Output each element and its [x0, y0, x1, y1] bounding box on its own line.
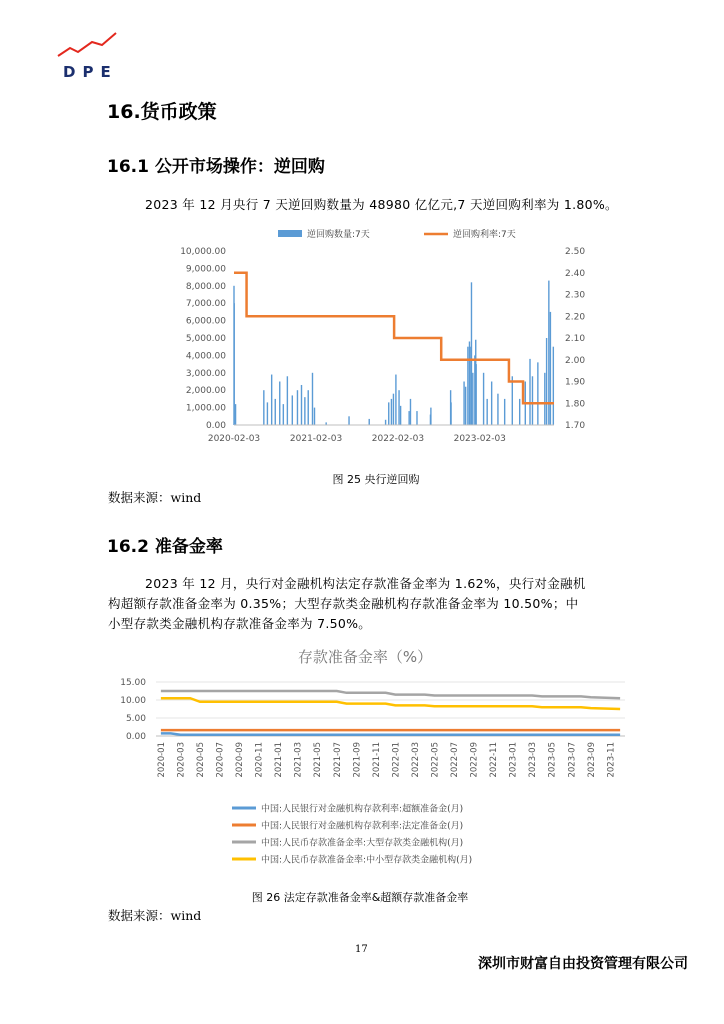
legend-swatch-volume — [278, 230, 302, 237]
x-tick-label: 2023-11 — [606, 742, 617, 778]
volume-bar — [275, 399, 276, 425]
x-tick-label: 2020-05 — [195, 742, 206, 778]
volume-bar — [529, 359, 530, 425]
series-line-1 — [161, 733, 620, 734]
x-tick-label: 2021-09 — [352, 742, 363, 778]
volume-bar — [553, 347, 554, 425]
y-left-tick-label: 8,000.00 — [185, 281, 226, 292]
y-left-tick-label: 6,000.00 — [185, 316, 226, 327]
volume-bar — [292, 395, 293, 425]
volume-bar — [287, 376, 288, 425]
volume-bar — [398, 390, 399, 425]
page-number: 17 — [355, 944, 368, 955]
volume-bar — [235, 404, 236, 425]
x-tick-label: 2020-11 — [254, 742, 265, 778]
y-right-tick-label: 2.30 — [565, 290, 586, 301]
volume-bar — [395, 375, 396, 425]
volume-bar — [279, 382, 280, 426]
x-tick-label: 2023-09 — [586, 742, 597, 778]
reverse-repo-paragraph: 2023 年 12 月央行 7 天逆回购数量为 48980 亿亿元,7 天逆回购利率为 1.80%。 — [145, 197, 618, 212]
x-tick-label: 2022-01 — [391, 742, 402, 778]
x-tick-label: 2020-07 — [215, 742, 226, 778]
y-right-tick-label: 2.10 — [565, 334, 586, 344]
x-tick-label: 2022-05 — [430, 742, 441, 778]
reserve-paragraph-line3: 小型存款类金融机构存款准备金率为 7.50%。 — [108, 616, 372, 631]
legend-label: 中国:人民银行对金融机构存款利率:超额准备金(月) — [261, 804, 464, 815]
volume-bar — [472, 373, 473, 425]
volume-bar — [308, 390, 309, 425]
volume-bar — [263, 390, 264, 425]
y-left-tick-label: 1,000.00 — [185, 403, 226, 414]
y-left-tick-label: 9,000.00 — [185, 264, 226, 275]
volume-bar — [400, 406, 401, 425]
reserve-paragraph-line1: 2023 年 12 月，央行对金融机构法定存款准备金率为 1.62%，央行对金融机 — [145, 576, 586, 591]
volume-bar — [465, 387, 466, 425]
section-title: 16.货币政策 — [107, 101, 217, 123]
reverse-repo-chart — [172, 224, 586, 454]
y-tick-label: 15.00 — [120, 678, 146, 688]
volume-bar — [483, 373, 484, 425]
y-left-tick-label: 4,000.00 — [185, 351, 226, 362]
volume-bar — [486, 399, 487, 425]
x-tick-label: 2023-01 — [508, 742, 519, 778]
y-left-tick-label: 0.00 — [205, 421, 226, 431]
subsection-title-reverse-repo: 16.1 公开市场操作：逆回购 — [107, 157, 325, 177]
volume-bar — [469, 347, 470, 425]
x-tick-label: 2021-02-03 — [289, 434, 343, 444]
x-tick-label: 2023-03 — [528, 742, 539, 778]
y-tick-label: 10.00 — [120, 696, 146, 706]
y-left-tick-label: 7,000.00 — [185, 299, 226, 310]
volume-bar — [283, 404, 284, 425]
x-tick-label: 2021-05 — [313, 742, 324, 778]
volume-bar — [491, 382, 492, 426]
y-tick-label: 0.00 — [125, 732, 146, 742]
volume-bar — [497, 394, 498, 425]
volume-bar — [416, 411, 417, 425]
volume-bar — [297, 390, 298, 425]
volume-bar — [450, 402, 451, 425]
volume-bar — [388, 402, 389, 425]
volume-bar — [304, 397, 305, 425]
y-tick-label: 5.00 — [125, 714, 146, 724]
volume-bar — [267, 402, 268, 425]
x-tick-label: 2022-03 — [410, 742, 421, 778]
volume-bar — [430, 408, 431, 425]
legend-label: 中国:人民币存款准备金率:中小型存款类金融机构(月) — [261, 855, 473, 866]
y-left-tick-label: 10,000.00 — [180, 247, 226, 257]
x-tick-label: 2022-02-03 — [371, 434, 425, 444]
volume-bar — [385, 420, 386, 425]
y-left-tick-label: 2,000.00 — [185, 386, 226, 397]
volume-bar — [512, 376, 513, 425]
volume-bar — [463, 382, 464, 426]
volume-bar — [475, 364, 476, 425]
x-tick-label: 2023-02-03 — [453, 434, 506, 444]
volume-bar — [519, 399, 520, 425]
y-right-tick-label: 1.80 — [565, 399, 586, 410]
volume-bar — [234, 303, 235, 425]
legend-label-volume: 逆回购数量:7天 — [307, 230, 370, 240]
x-tick-label: 2022-07 — [450, 742, 461, 778]
y-right-tick-label: 2.00 — [565, 355, 586, 366]
volume-bar — [312, 373, 313, 425]
volume-bar — [504, 399, 505, 425]
series-line-3 — [161, 691, 620, 698]
volume-bar — [271, 375, 272, 425]
y-left-tick-label: 3,000.00 — [185, 368, 226, 379]
volume-bar — [314, 408, 315, 425]
volume-bar — [369, 419, 370, 425]
x-tick-label: 2020-09 — [235, 742, 246, 778]
chart1-legend — [278, 228, 516, 240]
y-right-tick-label: 1.90 — [565, 377, 586, 388]
x-tick-label: 2023-05 — [547, 742, 558, 778]
y-left-tick-label: 5,000.00 — [185, 334, 226, 344]
x-tick-label: 2021-07 — [332, 742, 343, 778]
volume-bar — [301, 385, 302, 425]
series-line-repo-rate — [234, 273, 554, 404]
x-tick-label: 2020-02-03 — [207, 434, 261, 444]
y-right-tick-label: 1.70 — [565, 421, 586, 431]
x-tick-label: 2020-03 — [176, 742, 187, 778]
volume-bar — [544, 373, 545, 425]
chart2-title: 存款准备金率（%） — [297, 648, 433, 666]
x-tick-label: 2021-11 — [371, 742, 382, 778]
figure-25-source: 数据来源：wind — [108, 490, 202, 505]
reserve-paragraph-line2: 构超额存款准备金率为 0.35%；大型存款类金融机构存款准备金率为 10.50%；中 — [108, 596, 579, 611]
subsection-title-reserve-ratio: 16.2 准备金率 — [107, 537, 223, 557]
volume-bar — [546, 338, 547, 425]
logo-text: DPE — [63, 63, 118, 81]
reserve-ratio-chart — [110, 640, 640, 875]
x-tick-label: 2023-07 — [567, 742, 578, 778]
x-tick-label: 2022-09 — [469, 742, 480, 778]
volume-bar — [550, 312, 551, 425]
legend-label-rate: 逆回购利率:7天 — [453, 230, 516, 240]
y-right-tick-label: 2.20 — [565, 312, 586, 323]
y-right-tick-label: 2.50 — [565, 247, 586, 257]
x-tick-label: 2021-01 — [274, 742, 285, 778]
volume-bar — [471, 282, 472, 425]
figure-26-source: 数据来源：wind — [108, 908, 202, 923]
logo-swoosh-icon — [56, 30, 126, 60]
figure-26-caption: 图 26 法定存款准备金率&超额存款准备金率 — [251, 891, 469, 904]
volume-bar — [393, 394, 394, 425]
legend-label: 中国:人民银行对金融机构存款利率:法定准备金(月) — [261, 821, 464, 832]
footer-company: 深圳市财富自由投资管理有限公司 — [478, 956, 688, 972]
legend-label: 中国:人民币存款准备金率:大型存款类金融机构(月) — [261, 838, 464, 849]
x-tick-label: 2021-03 — [293, 742, 304, 778]
volume-bar — [467, 347, 468, 425]
x-tick-label: 2022-11 — [489, 742, 500, 778]
y-right-tick-label: 2.40 — [565, 268, 586, 279]
volume-bar — [410, 399, 411, 425]
volume-bar — [408, 411, 409, 425]
volume-bar — [532, 376, 533, 425]
volume-bar — [537, 362, 538, 425]
figure-25-caption: 图 25 央行逆回购 — [332, 473, 420, 486]
x-tick-label: 2020-01 — [156, 742, 167, 778]
volume-bar — [391, 399, 392, 425]
volume-bar — [348, 416, 349, 425]
